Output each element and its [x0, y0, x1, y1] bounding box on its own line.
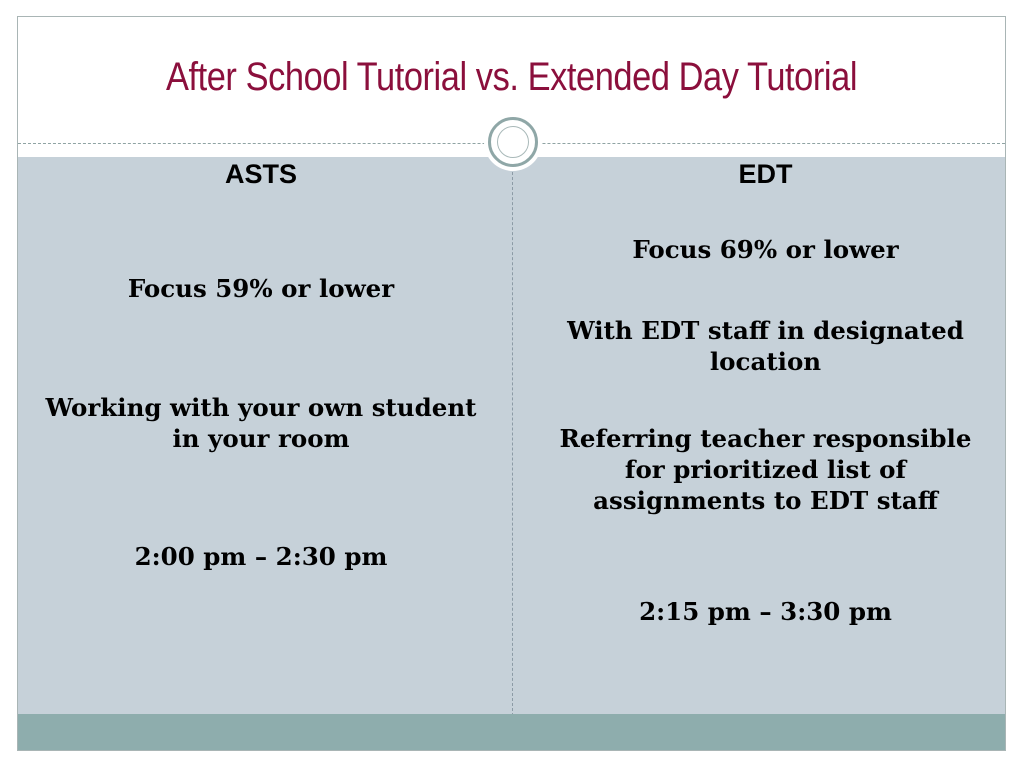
asts-item-time: 2:00 pm – 2:30 pm [134, 542, 388, 571]
ornament-ring [488, 117, 538, 167]
slide [17, 16, 1006, 751]
edt-item-focus: Focus 69% or lower [632, 235, 899, 264]
ornament-inner-ring [497, 126, 529, 158]
asts-item-focus: Focus 59% or lower [127, 274, 395, 303]
edt-item-location: With EDT staff in designated location [567, 316, 964, 376]
asts-header: ASTS [224, 159, 297, 189]
circle-ornament-icon [484, 113, 542, 171]
edt-item-responsibility: Referring teacher responsible for prioritized list of assignments to EDT staff [559, 424, 972, 515]
edt-header: EDT [738, 159, 793, 189]
column-divider [512, 157, 513, 716]
footer-band [18, 714, 1005, 750]
content-area [18, 157, 1005, 716]
edt-item-time: 2:15 pm – 3:30 pm [639, 597, 892, 626]
slide-title: After School Tutorial vs. Extended Day Tutorial [165, 55, 858, 99]
asts-item-location: Working with your own student in your room [45, 393, 477, 453]
